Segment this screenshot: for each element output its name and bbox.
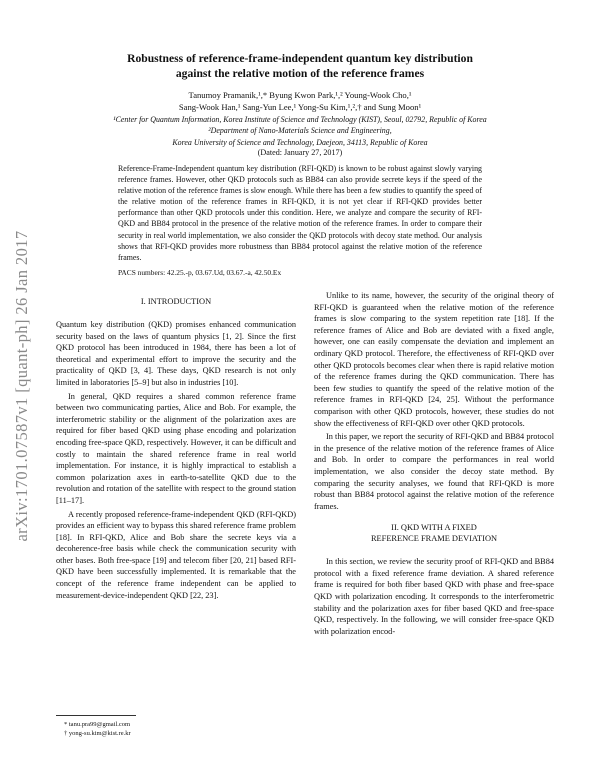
left-column — [56, 290, 296, 603]
paragraph: In this paper, we report the security of RFI-QKD and BB84 protocol in the presence of the relative motion of the reference frames of Alice and Bob. In order to compare the performances in real world implementation, we also consider the decoy state method. By comparing the security analyses, we found that RFI-QKD is more robust than BB84 protocol against the relative motion of the reference frames. — [314, 432, 554, 511]
paragraph: Unlike to its name, however, the security of the original theory of RFI-QKD is guaranteed when the relative motion of the reference frames is slow comparing to the system repetition rate [18]. If the reference frames of Alice and Bob are deviated with a fixed angle, however, one can easily compensate the deviation and implement an ordinary QKD protocol. Therefore, the effectiveness of RFI-QKD over other QKD protocols becomes clear when there is rapid relative motion of the reference frames during the QKD communication. There has been few studies to quantify the speed of the relative motion of the reference frames in RFI-QKD [24, 25]. Without the performance comparison with other QKD protocols, however, these studies do not show the effectiveness of RFI-QKD over other QKD protocols. — [314, 291, 554, 428]
section-heading-fixed-deviation — [314, 522, 554, 544]
affiliation-2: ²Department of Nano-Materials Science and Engineering, — [208, 126, 392, 136]
paragraph: A recently proposed reference-frame-independent QKD (RFI-QKD) provides an efficient way to bypass this shared reference frame problem [18]. In RFI-QKD, Alice and Bob share the secrete keys via a decoherence-free basis while check the communication security with other bases. Both free-space [19] and telecom fiber [20, 21] based RFI-QKD have been successfully implemented. It is remarkable that the concept of the reference frame independent can be applied to measurement-device-independent QKD [22, 23]. — [56, 509, 296, 600]
footnote-email-2[interactable]: † yong-su.kim@kist.re.kr — [64, 730, 131, 738]
affiliations — [48, 114, 552, 148]
abstract: Reference-Frame-Independent quantum key distribution (RFI-QKD) is known to be robust against slowly varying reference frames. However, other QKD protocols such as BB84 can also provide secrete keys if the speed of the relative motion of the reference frames is slow enough. While there has been a few studies to quantify the speed of the relative motion of the reference frames in RFI-QKD, it is not yet clear if RFI-QKD provides better performance than other QKD protocols under this condition. Here, we analyze and compare the security of RFI-QKD and BB84 protocol in the presence of the relative motion of the reference frames. In order to compare their security in real world implementation, we also consider the QKD protocols with decoy state method. Our analysis shows that RFI-QKD provides more robustness than BB84 protocol against the relative motion of the reference frames. — [118, 164, 482, 262]
footnotes — [56, 715, 296, 738]
author-list — [60, 89, 540, 114]
authors-line-1: Tanumoy Pramanik,¹,* Byung Kwon Park,¹,² Young-Wook Cho,¹ — [188, 90, 412, 100]
section-heading-line-1: II. QKD WITH A FIXED — [391, 523, 477, 533]
arxiv-id[interactable]: arXiv:1701.07587v1 [quant-ph] 26 Jan 2017 — [12, 230, 31, 542]
arxiv-sidebar-stamp — [10, 16, 34, 756]
section-heading-line-2: REFERENCE FRAME DEVIATION — [370, 534, 498, 544]
right-column — [314, 290, 554, 639]
pacs-numbers: PACS numbers: 42.25.-p, 03.67.Ud, 03.67.-a, 42.50.Ex — [118, 268, 282, 277]
date-line: (Dated: January 27, 2017) — [257, 148, 343, 157]
affiliation-1: ¹Center for Quantum Information, Korea Institute of Science and Technology (KIST), Seoul, 02792, Republic of Korea — [113, 115, 487, 124]
paragraph: In general, QKD requires a shared common reference frame between two communicating parties, Alice and Bob. For example, the interferometric stability or the alignment of the polarization axes are required for fiber based QKD using phase encoding and polarization encoding free-space QKD, respectively. However, it can be difficult and costly to maintain the shared reference frame in real world implementation. For instance, it is highly impractical to establish a common polarization axes in earth-to-satellite QKD due to the revolution and rotation of the satellite with respect to the ground station [11–17]. — [56, 391, 296, 505]
section-heading-introduction: I. INTRODUCTION — [140, 297, 212, 306]
title-line-1: Robustness of reference-frame-independent quantum key distribution — [127, 52, 473, 65]
title-line-2: against the relative motion of the reference frames — [175, 67, 425, 80]
paragraph: In this section, we review the security proof of RFI-QKD and BB84 protocol with a fixed reference frame deviation. A shared reference frame is required for both fiber based QKD with phase and free-space QKD with polarization encoding. It corresponds to the interferometric stability and the polarization axes for fiber based QKD and free-space QKD, respectively. In the following, we will consider free-space QKD with polarization encod- — [314, 557, 554, 636]
footnote-rule — [56, 715, 136, 716]
footnote-email-1[interactable]: * tanu.pra99@gmail.com — [64, 721, 131, 728]
paper-title — [70, 51, 530, 81]
authors-line-2: Sang-Wook Han,¹ Sang-Yun Lee,¹ Yong-Su Kim,¹,²,† and Sung Moon¹ — [178, 102, 422, 113]
affiliation-3: Korea University of Science and Technology, Daejeon, 34113, Republic of Korea — [172, 137, 428, 147]
paragraph: Quantum key distribution (QKD) promises enhanced communication security based on the laws of quantum physics [1, 2]. Since the first QKD protocol has been introduced in 1984, there has been a lot of theoretical and experimental effort to improve the security and the practicality of QKD [3, 4]. These days, QKD research is not only limited in laboratories [5–9] but also in industries [10]. — [56, 320, 296, 387]
